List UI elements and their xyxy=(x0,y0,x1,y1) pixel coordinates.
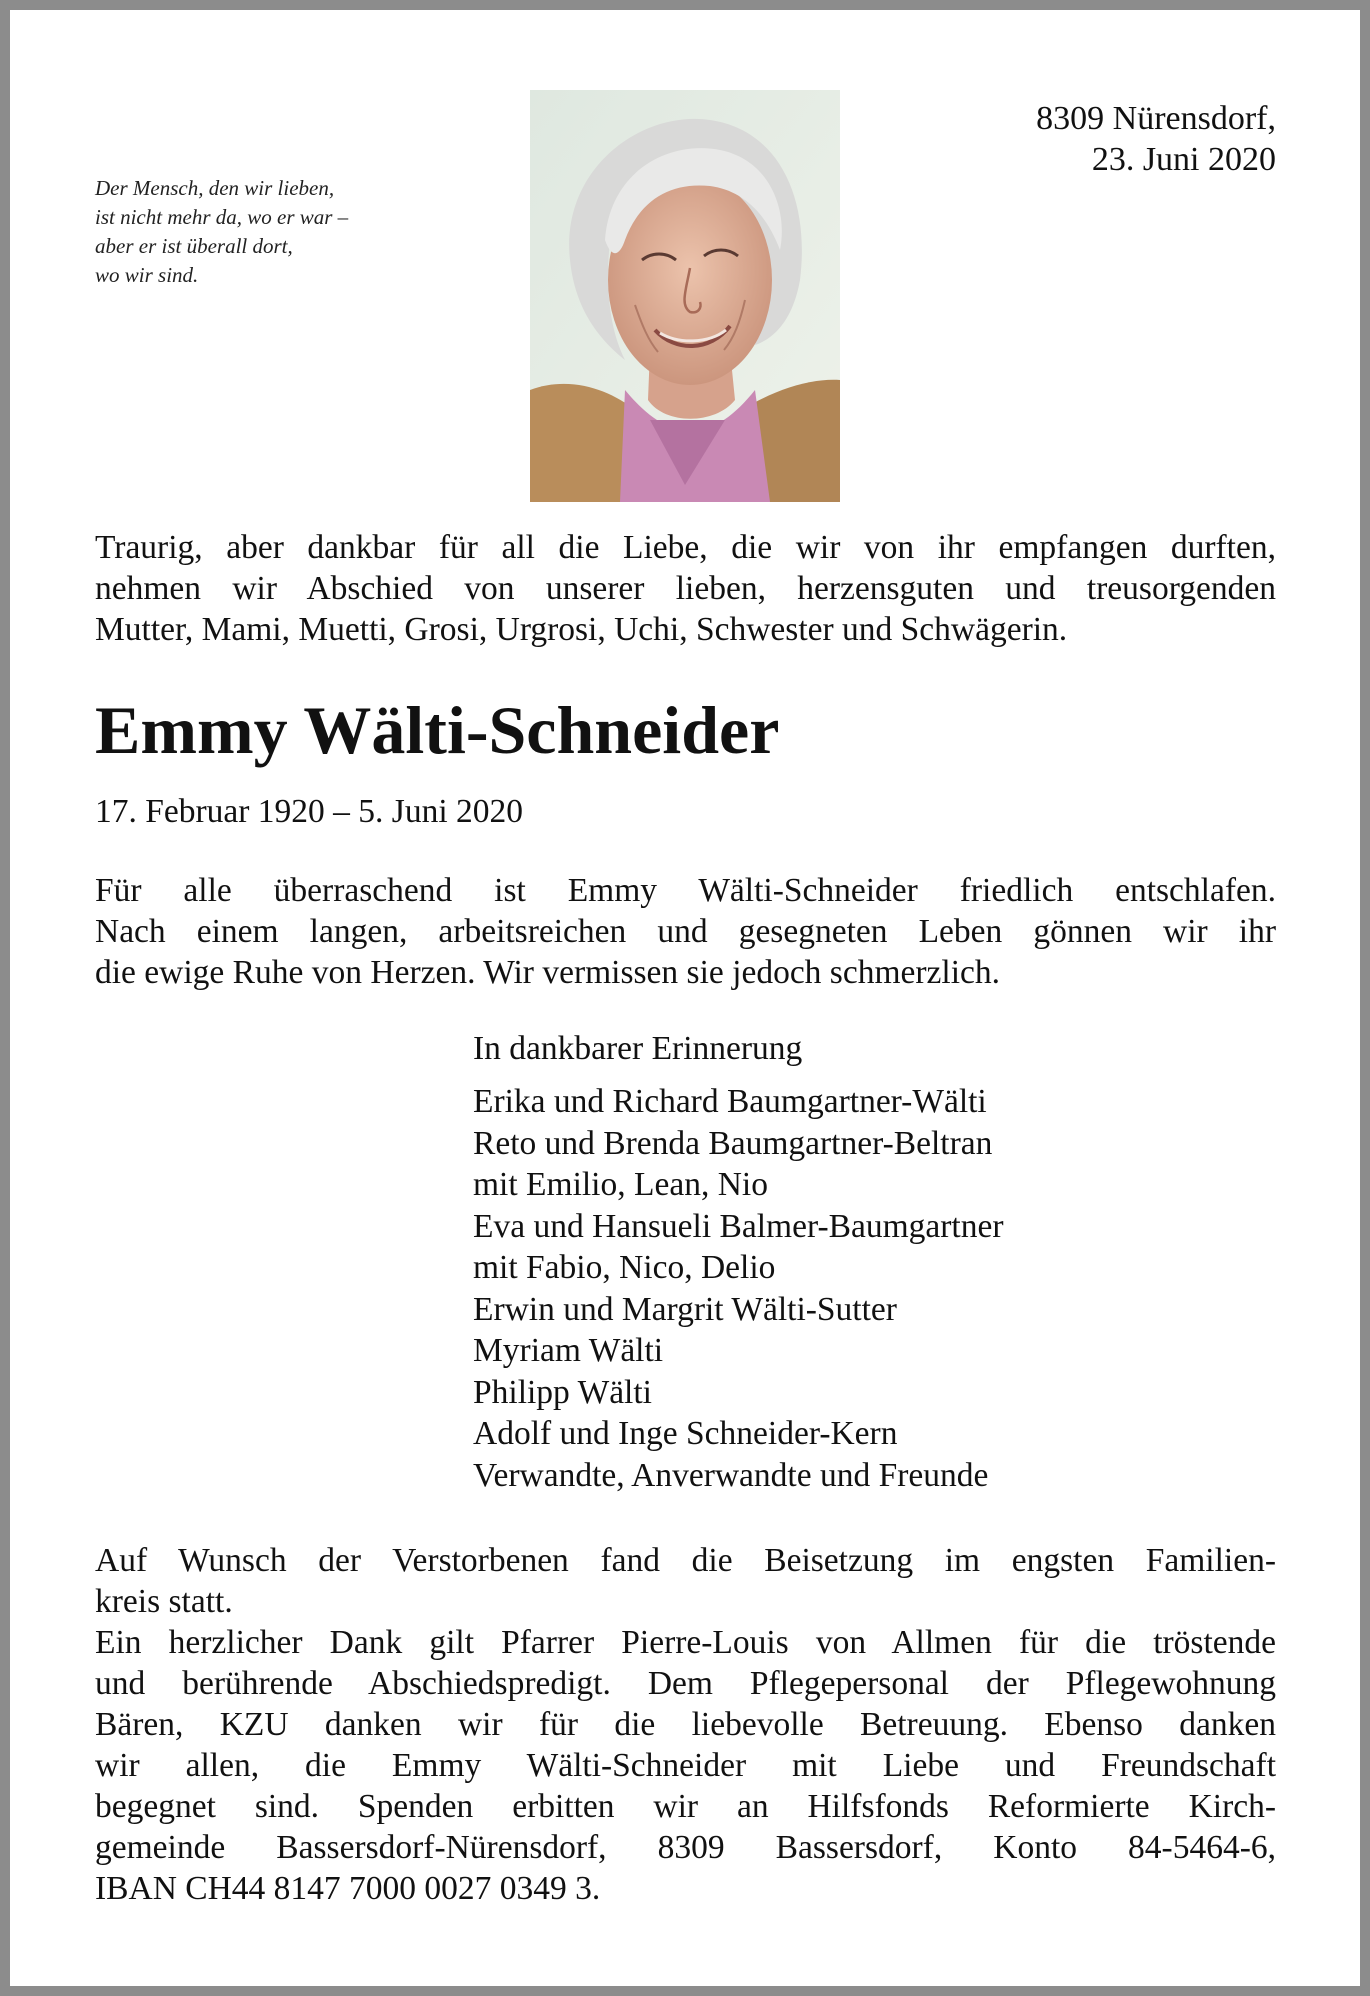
family-member: mit Fabio, Nico, Delio xyxy=(473,1249,776,1286)
family-member: Verwandte, Anverwandte und Freunde xyxy=(473,1456,989,1494)
closing-line: begegnet sind. Spenden erbitten wir an Hilfsfonds Reformierte Kirch- xyxy=(95,1788,1276,1825)
closing-line: Ein herzlicher Dank gilt Pfarrer Pierre-Louis von Allmen für die tröstende xyxy=(95,1624,1276,1661)
family-member: Erwin und Margrit Wälti-Sutter xyxy=(473,1290,897,1328)
family-member: Adolf und Inge Schneider-Kern xyxy=(473,1415,898,1452)
family-member: mit Emilio, Lean, Nio xyxy=(473,1166,768,1203)
intro-line: Traurig, aber dankbar für all die Liebe, die wir von ihr empfangen durften, xyxy=(95,529,1276,566)
message-line: Für alle überraschend ist Emmy Wälti-Schneider friedlich entschlafen. xyxy=(95,872,1276,909)
closing-line: Bären, KZU danken wir für die liebevolle Betreuung. Ebenso danken xyxy=(95,1706,1276,1743)
closing-line: wir allen, die Emmy Wälti-Schneider mit Liebe und Freundschaft xyxy=(95,1747,1276,1784)
quote-line: wo wir sind. xyxy=(95,263,199,287)
portrait-photo xyxy=(530,90,840,502)
intro-line: nehmen wir Abschied von unserer lieben, herzensguten und treusorgenden xyxy=(95,570,1276,607)
message-paragraph xyxy=(95,870,1276,993)
family-member: Eva und Hansueli Balmer-Baumgartner xyxy=(473,1207,1004,1245)
life-dates: 17. Februar 1920 – 5. Juni 2020 xyxy=(95,793,524,830)
place-date xyxy=(1036,98,1276,180)
closing-paragraph xyxy=(95,1540,1276,1909)
message-line: Nach einem langen, arbeitsreichen und gesegneten Leben gönnen wir ihr xyxy=(95,913,1276,950)
intro-paragraph xyxy=(95,527,1276,650)
memorial-quote xyxy=(95,174,348,290)
closing-line: und berührende Abschiedspredigt. Dem Pflegepersonal der Pflegewohnung xyxy=(95,1665,1276,1702)
signoff: In dankbarer Erinnerung xyxy=(473,1030,803,1067)
quote-line: aber er ist überall dort, xyxy=(95,234,293,258)
family-member: Reto und Brenda Baumgartner-Beltran xyxy=(473,1124,993,1162)
family-member: Erika und Richard Baumgartner-Wälti xyxy=(473,1083,987,1120)
intro-line: Mutter, Mami, Muetti, Grosi, Urgrosi, Uchi, Schwester und Schwägerin. xyxy=(95,611,1068,648)
quote-line: ist nicht mehr da, wo er war – xyxy=(95,205,349,229)
date-line: 23. Juni 2020 xyxy=(1091,141,1276,178)
deceased-name: Emmy Wälti-Schneider xyxy=(95,692,780,768)
obituary-page xyxy=(10,10,1360,1986)
family-member: Philipp Wälti xyxy=(473,1373,652,1411)
closing-line: gemeinde Bassersdorf-Nürensdorf, 8309 Bassersdorf, Konto 84-5464-6, xyxy=(95,1829,1276,1866)
closing-line: Auf Wunsch der Verstorbenen fand die Beisetzung im engsten Familien- xyxy=(95,1542,1276,1579)
place-line: 8309 Nürensdorf, xyxy=(1036,100,1276,137)
message-line: die ewige Ruhe von Herzen. Wir vermissen sie jedoch schmerzlich. xyxy=(95,954,1001,991)
closing-line: IBAN CH44 8147 7000 0027 0349 3. xyxy=(95,1870,601,1907)
family-list xyxy=(473,1081,1004,1496)
family-member: Myriam Wälti xyxy=(473,1332,664,1369)
closing-line: kreis statt. xyxy=(95,1583,233,1620)
quote-line: Der Mensch, den wir lieben, xyxy=(95,176,335,200)
